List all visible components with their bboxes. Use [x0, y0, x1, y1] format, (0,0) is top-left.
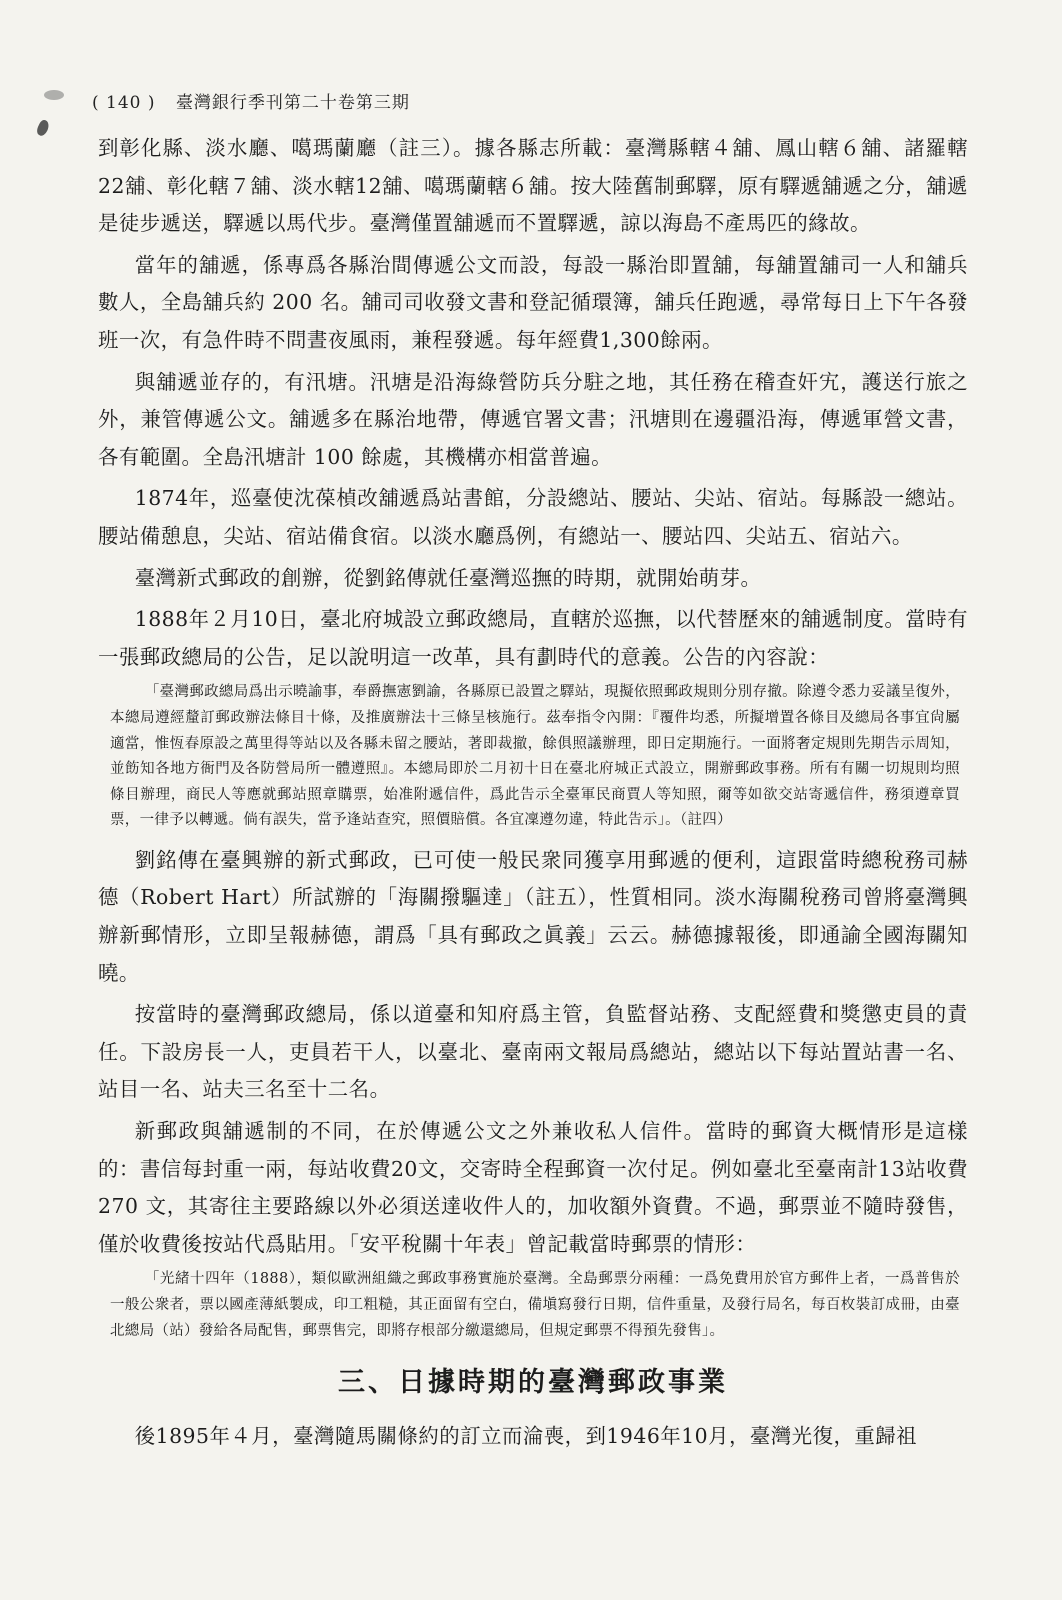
block-quote: 「光緒十四年（1888），類似歐洲組織之郵政事務實施於臺灣。全島郵票分兩種：一爲免費用於官方郵件上者，一爲普售於一般公衆者，票以國產薄紙製成，印工粗糙，其正面留有空白，備塡寫發行日期，信件重量，及發行局名，每百枚裝訂成冊，由臺北總局（站）發給各局配售，郵票售完，即將存根部分繳還總局，但規定郵票不得預先發售」。 [110, 1271, 960, 1339]
ink-smudge [35, 119, 51, 138]
paragraph: 與舖遞並存的，有汛塘。汛塘是沿海綠營防兵分駐之地，其任務在稽查奸宄，護送行旅之外，兼管傳遞公文。舖遞多在縣治地帶，傳遞官署文書；汛塘則在邊疆沿海，傳遞軍營文書，各有範圍。全島汛塘計 100 餘處，其機構亦相當普遍。 [98, 369, 968, 469]
paragraph: 1888年２月10日，臺北府城設立郵政總局，直轄於巡撫，以代替歷來的舖遞制度。當時有一張郵政總局的公告，足以說明這一改革，具有劃時代的意義。公告的內容說： [98, 607, 968, 669]
page-number: ( 140 ) [92, 93, 156, 113]
paragraph: 臺灣新式郵政的創辦，從劉銘傳就任臺灣巡撫的時期，就開始萌芽。 [134, 565, 762, 590]
section-heading: 三、日據時期的臺灣郵政事業 [338, 1367, 728, 1399]
article-body [98, 130, 968, 1460]
paragraph: 1874年，巡臺使沈葆楨改舖遞爲站書館，分設總站、腰站、尖站、宿站。每縣設一總站。腰站備憩息，尖站、宿站備食宿。以淡水廳爲例，有總站一、腰站四、尖站五、宿站六。 [98, 486, 968, 548]
paragraph: 新郵政與舖遞制的不同，在於傳遞公文之外兼收私人信件。當時的郵資大概情形是這樣的：書信每封重一兩，每站收費20文，交寄時全程郵資一次付足。例如臺北至臺南計13站收費 270 文，其寄往主要路線以外必須送達收件人的，加收額外資費。不過，郵票並不隨時發售，僅於收費後按站代爲貼用。「安平稅關十年表」曾記載當時郵票的情形： [98, 1119, 968, 1256]
paragraph: 當年的舖遞，係專爲各縣治間傳遞公文而設，每設一縣治即置舖，每舖置舖司一人和舖兵數人，全島舖兵約 200 名。舖司司收發文書和登記循環簿，舖兵任跑遞，尋常每日上下午各發班一次，有急件時不問晝夜風雨，兼程發遞。每年經費1,300餘兩。 [98, 252, 968, 352]
paragraph: 後1895年４月，臺灣隨馬關條約的訂立而淪喪，到1946年10月，臺灣光復，重歸祖 [134, 1424, 918, 1449]
paragraph: 按當時的臺灣郵政總局，係以道臺和知府爲主管，負監督站務、支配經費和獎懲吏員的責任。下設房長一人，吏員若干人，以臺北、臺南兩文報局爲總站，總站以下每站置站書一名、站目一名、站夫三名至十二名。 [98, 1002, 968, 1102]
page-header [92, 88, 410, 113]
paragraph: 劉銘傳在臺興辦的新式郵政，已可使一般民衆同獲享用郵遞的便利，這跟當時總稅務司赫德（Robert Hart）所試辦的「海關撥驅達」（註五），性質相同。淡水海關稅務司曾將臺灣興辦新郵情形，立即呈報赫德，謂爲「具有郵政之眞義」云云。赫德據報後，即通諭全國海關知曉。 [98, 847, 968, 985]
block-quote: 「臺灣郵政總局爲出示曉諭事，奉爵撫憲劉諭，各縣原已設置之驛站，現擬依照郵政規則分別存撤。除遵令悉力妥議呈復外，本總局遵經釐訂郵政辦法條目十條，及推廣辦法十三條呈核施行。茲奉指令內開：『覆件均悉，所擬增置各條目及總局各事宜尙屬適當，惟恆春原設之萬里得等站以及各縣未留之腰站，著即裁撤，餘俱照議辦理，即日定期施行。一面將奢定規則先期告示周知，並飭知各地方衙門及各防營局所一體遵照』。本總局即於二月初十日在臺北府城正式設立，開辦郵政事務。所有有關一切規則均照條目辦理，商民人等應就郵站照章購票，始准附遞信件，爲此告示全臺軍民商賈人等知照，爾等如欲交站寄遞信件，務須遵章買票，一律予以轉遞。倘有誤失，當予逢站查究，照價賠償。各宜凜遵勿違，特此告示」。（註四） [110, 684, 960, 829]
ink-smudge [44, 90, 64, 100]
journal-title: 臺灣銀行季刊第二十卷第三期 [175, 93, 410, 113]
paragraph: 到彰化縣、淡水廳、噶瑪蘭廳（註三）。據各縣志所載：臺灣縣轄４舖、鳳山轄６舖、諸羅轄22舖、彰化轄７舖、淡水轄12舖、噶瑪蘭轄６舖。按大陸舊制郵驛，原有驛遞舖遞之分，舖遞是徒步遞送，驛遞以馬代步。臺灣僅置舖遞而不置驛遞，諒以海島不產馬匹的緣故。 [98, 136, 968, 236]
